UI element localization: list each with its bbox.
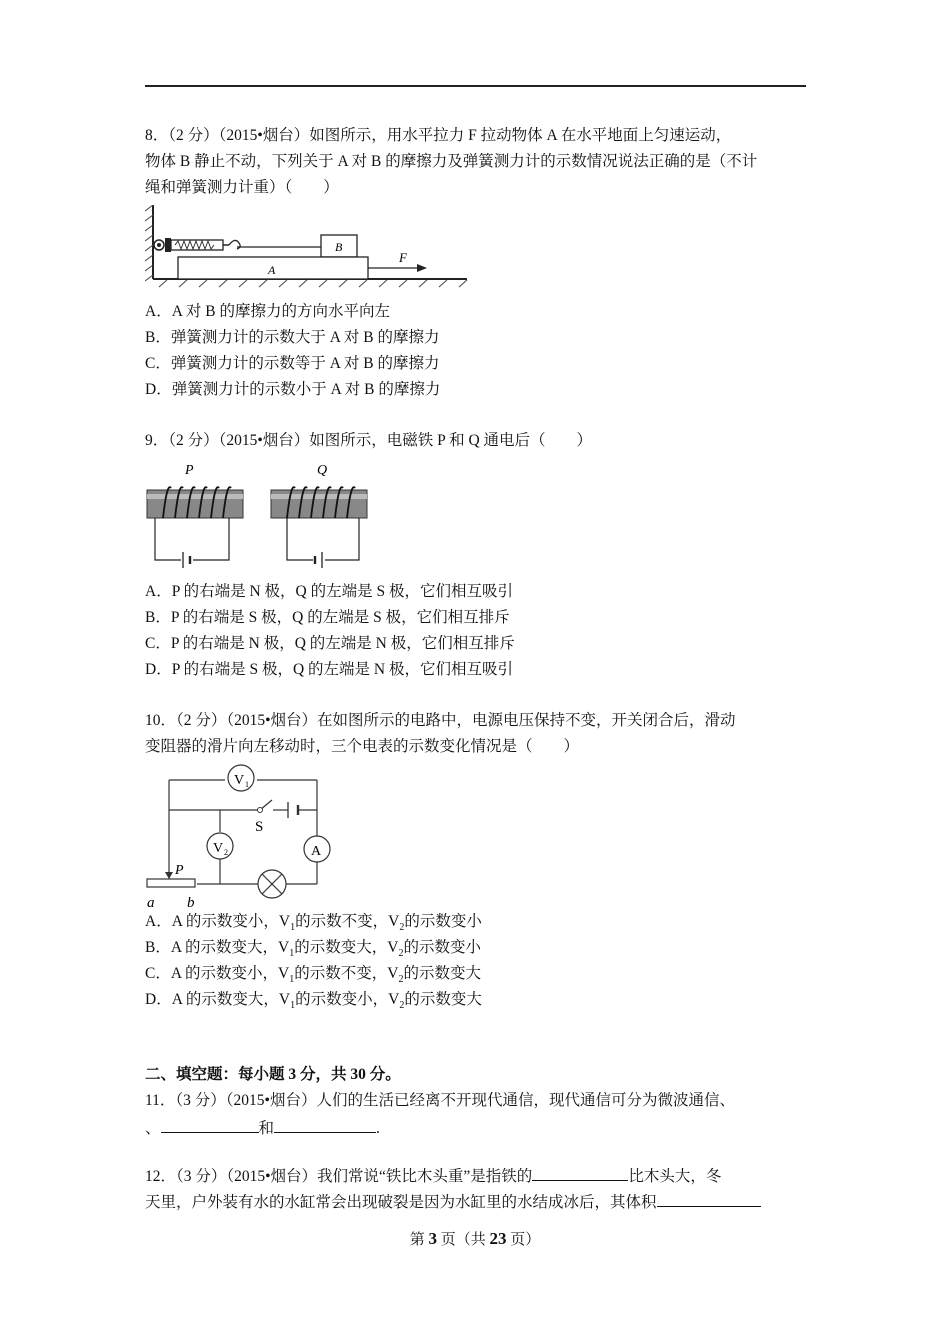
q11-blank-2[interactable] <box>274 1114 376 1133</box>
magnet-p-label: P <box>185 463 194 478</box>
q8-option-c: C．弹簧测力计的示数等于 A 对 B 的摩擦力 <box>145 355 440 372</box>
block-a-label: A <box>268 263 276 277</box>
q8-option-d: D．弹簧测力计的示数小于 A 对 B 的摩擦力 <box>145 381 441 398</box>
end-a-label: a <box>147 895 155 910</box>
slider-p-label: P <box>175 863 184 878</box>
ammeter-label: A <box>311 844 322 859</box>
q12-blank-2[interactable] <box>657 1188 761 1207</box>
q12-line2: 天里，户外装有水的水缸常会出现破裂是因为水缸里的水结成冰后，其体积 <box>145 1188 761 1216</box>
v2-meter-sub: 2 <box>224 848 228 857</box>
q10-option-a: A．A 的示数变小，$V_1$的示数不变，$V_2$的示数变小 <box>145 913 482 934</box>
force-f-label: F <box>399 250 407 265</box>
q10-option-d: D．A 的示数变大，$V_1$的示数变小，$V_2$的示数变大 <box>145 991 482 1012</box>
end-b-label: b <box>187 895 195 910</box>
q12-line1: 12．（3 分）（2015•烟台）我们常说“铁比木头重”是指铁的 比木头大，冬 <box>145 1162 721 1190</box>
q10-circuit-figure <box>145 760 345 910</box>
q9-option-a: A．P 的右端是 N 极，Q 的左端是 S 极，它们相互吸引 <box>145 583 513 600</box>
q8-line2: 物体 B 静止不动，下列关于 A 对 B 的摩擦力及弹簧测力计的示数情况说法正确的是（不计 <box>145 153 758 170</box>
switch-s-label: S <box>255 819 264 835</box>
q8-spring-scale-figure <box>145 205 470 290</box>
q11-line2: 、 和 . <box>145 1114 380 1142</box>
section2-title: 二、填空题：每小题 3 分，共 30 分。 <box>145 1066 401 1083</box>
v1-meter-sub: 1 <box>245 780 249 789</box>
q9-option-d: D．P 的右端是 S 极，Q 的左端是 N 极，它们相互吸引 <box>145 661 513 678</box>
q9-line1: 9．（2 分）（2015•烟台）如图所示，电磁铁 P 和 Q 通电后（ ） <box>145 432 593 449</box>
v2-meter-label: V <box>213 841 224 856</box>
q8-line3: 绳和弹簧测力计重）（ ） <box>145 179 339 196</box>
q8-line1: 8．（2 分）（2015•烟台）如图所示，用水平拉力 F 拉动物体 A 在水平地面上匀速运动， <box>145 127 732 144</box>
q11-line1: 11．（3 分）（2015•烟台）人们的生活已经离不开现代通信，现代通信可分为微波通信、 <box>145 1092 735 1109</box>
page-footer: 第 3 页（共 23 页） <box>409 1229 541 1248</box>
v1-meter-label: V <box>234 773 245 788</box>
q9-option-b: B．P 的右端是 S 极，Q 的左端是 S 极，它们相互排斥 <box>145 609 510 626</box>
q8-option-a: A．A 对 B 的摩擦力的方向水平向左 <box>145 303 390 320</box>
q10-line1: 10．（2 分）（2015•烟台）在如图所示的电路中，电源电压保持不变，开关闭合后，滑动 <box>145 712 736 729</box>
q8-option-b: B．弹簧测力计的示数大于 A 对 B 的摩擦力 <box>145 329 440 346</box>
magnet-q-label: Q <box>317 463 328 478</box>
header-rule <box>145 85 806 87</box>
q10-option-b: B．A 的示数变大，$V_1$的示数变大，$V_2$的示数变小 <box>145 939 481 960</box>
q10-line2: 变阻器的滑片向左移动时，三个电表的示数变化情况是（ ） <box>145 738 580 755</box>
block-b-label: B <box>335 240 343 254</box>
q9-option-c: C．P 的右端是 N 极，Q 的左端是 N 极，它们相互排斥 <box>145 635 515 652</box>
q11-blank-1[interactable] <box>161 1114 259 1133</box>
q12-blank-1[interactable] <box>532 1162 628 1181</box>
q9-electromagnet-figure <box>145 458 375 568</box>
q10-option-c: C．A 的示数变小，$V_1$的示数不变，$V_2$的示数变大 <box>145 965 481 986</box>
